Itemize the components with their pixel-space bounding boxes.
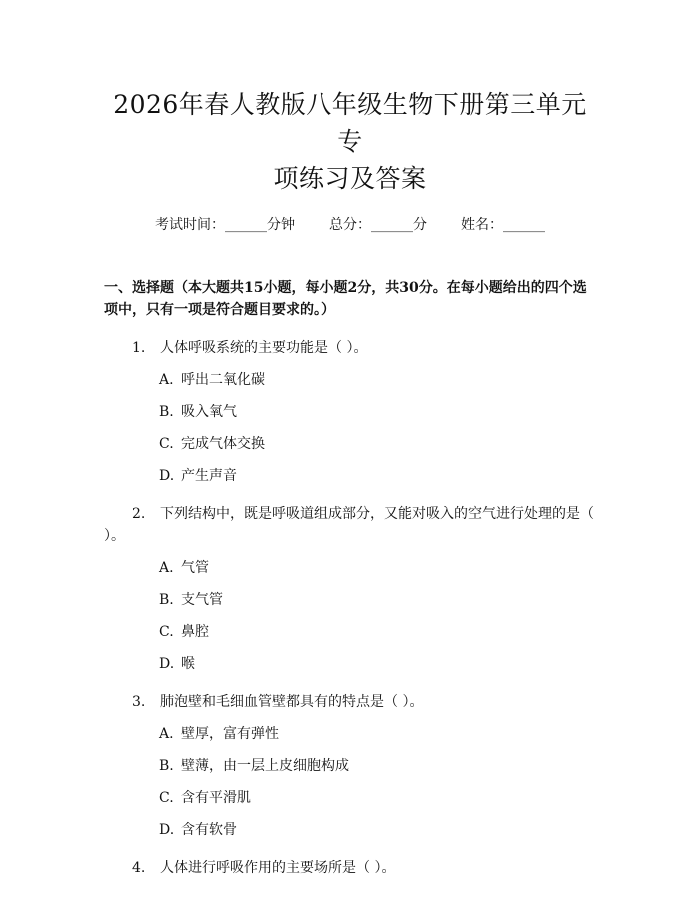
option-text: 气管 [181, 560, 209, 576]
option-list [104, 557, 596, 675]
score-label: 总分： [329, 217, 371, 233]
option-c [104, 433, 596, 455]
section-heading: 一、选择题（本大题共15小题，每小题2分，共30分。在每小题给出的四个选项中，只有一项是符合题目要求的。） [104, 280, 587, 318]
exam-info [104, 215, 596, 235]
option-letter: A. [159, 726, 174, 742]
question-3 [104, 691, 596, 841]
option-text: 壁厚，富有弹性 [181, 726, 279, 742]
option-letter: B. [159, 758, 174, 774]
option-text: 喉 [181, 656, 195, 672]
name-label: 姓名： [461, 217, 503, 233]
question-stem [104, 691, 596, 713]
title-line-2: 项练习及答案 [273, 164, 427, 193]
question-number: 1. [132, 340, 146, 356]
option-list [104, 369, 596, 487]
option-text: 产生声音 [181, 468, 237, 484]
question-number: 3. [132, 694, 146, 710]
question-1 [104, 337, 596, 487]
score-unit: 分 [413, 217, 427, 233]
option-text: 呼出二氧化碳 [181, 372, 265, 388]
time-unit: 分钟 [267, 217, 295, 233]
question-2 [104, 503, 596, 675]
option-text: 鼻腔 [181, 624, 209, 640]
option-d [104, 465, 596, 487]
question-list [104, 337, 596, 879]
option-d [104, 819, 596, 841]
option-a [104, 723, 596, 745]
question-text: 肺泡壁和毛细血管壁都具有的特点是（ ）。 [160, 694, 424, 710]
option-b [104, 589, 596, 611]
option-text: 含有软骨 [181, 822, 237, 838]
question-stem [104, 857, 596, 879]
option-d [104, 653, 596, 675]
option-letter: D. [159, 656, 175, 672]
option-list [104, 723, 596, 841]
question-stem [104, 337, 596, 359]
option-a [104, 369, 596, 391]
option-letter: C. [159, 624, 174, 640]
option-letter: A. [159, 560, 174, 576]
time-label: 考试时间： [155, 217, 225, 233]
option-c [104, 621, 596, 643]
option-letter: B. [159, 592, 174, 608]
option-text: 壁薄，由一层上皮细胞构成 [181, 758, 349, 774]
question-number: 4. [132, 860, 146, 876]
question-text: 人体呼吸系统的主要功能是（ ）。 [160, 340, 368, 356]
option-letter: C. [159, 790, 174, 806]
option-letter: D. [159, 822, 175, 838]
time-blank: ______ [225, 217, 267, 233]
option-letter: D. [159, 468, 175, 484]
question-stem [104, 503, 596, 547]
option-letter: A. [159, 372, 174, 388]
option-b [104, 755, 596, 777]
title-line-1: 2026年春人教版八年级生物下册第三单元专 [113, 90, 587, 156]
document-title [104, 0, 596, 197]
option-b [104, 401, 596, 423]
option-text: 支气管 [181, 592, 223, 608]
question-text: 下列结构中，既是呼吸道组成部分，又能对吸入的空气进行处理的是（ ）。 [104, 506, 594, 544]
option-text: 含有平滑肌 [181, 790, 251, 806]
option-text: 完成气体交换 [181, 436, 265, 452]
name-blank: ______ [503, 217, 545, 233]
option-c [104, 787, 596, 809]
score-blank: ______ [371, 217, 413, 233]
option-letter: B. [159, 404, 174, 420]
question-number: 2. [132, 506, 146, 522]
question-text: 人体进行呼吸作用的主要场所是（ ）。 [160, 860, 396, 876]
question-4 [104, 857, 596, 879]
option-a [104, 557, 596, 579]
option-letter: C. [159, 436, 174, 452]
option-text: 吸入氧气 [181, 404, 237, 420]
